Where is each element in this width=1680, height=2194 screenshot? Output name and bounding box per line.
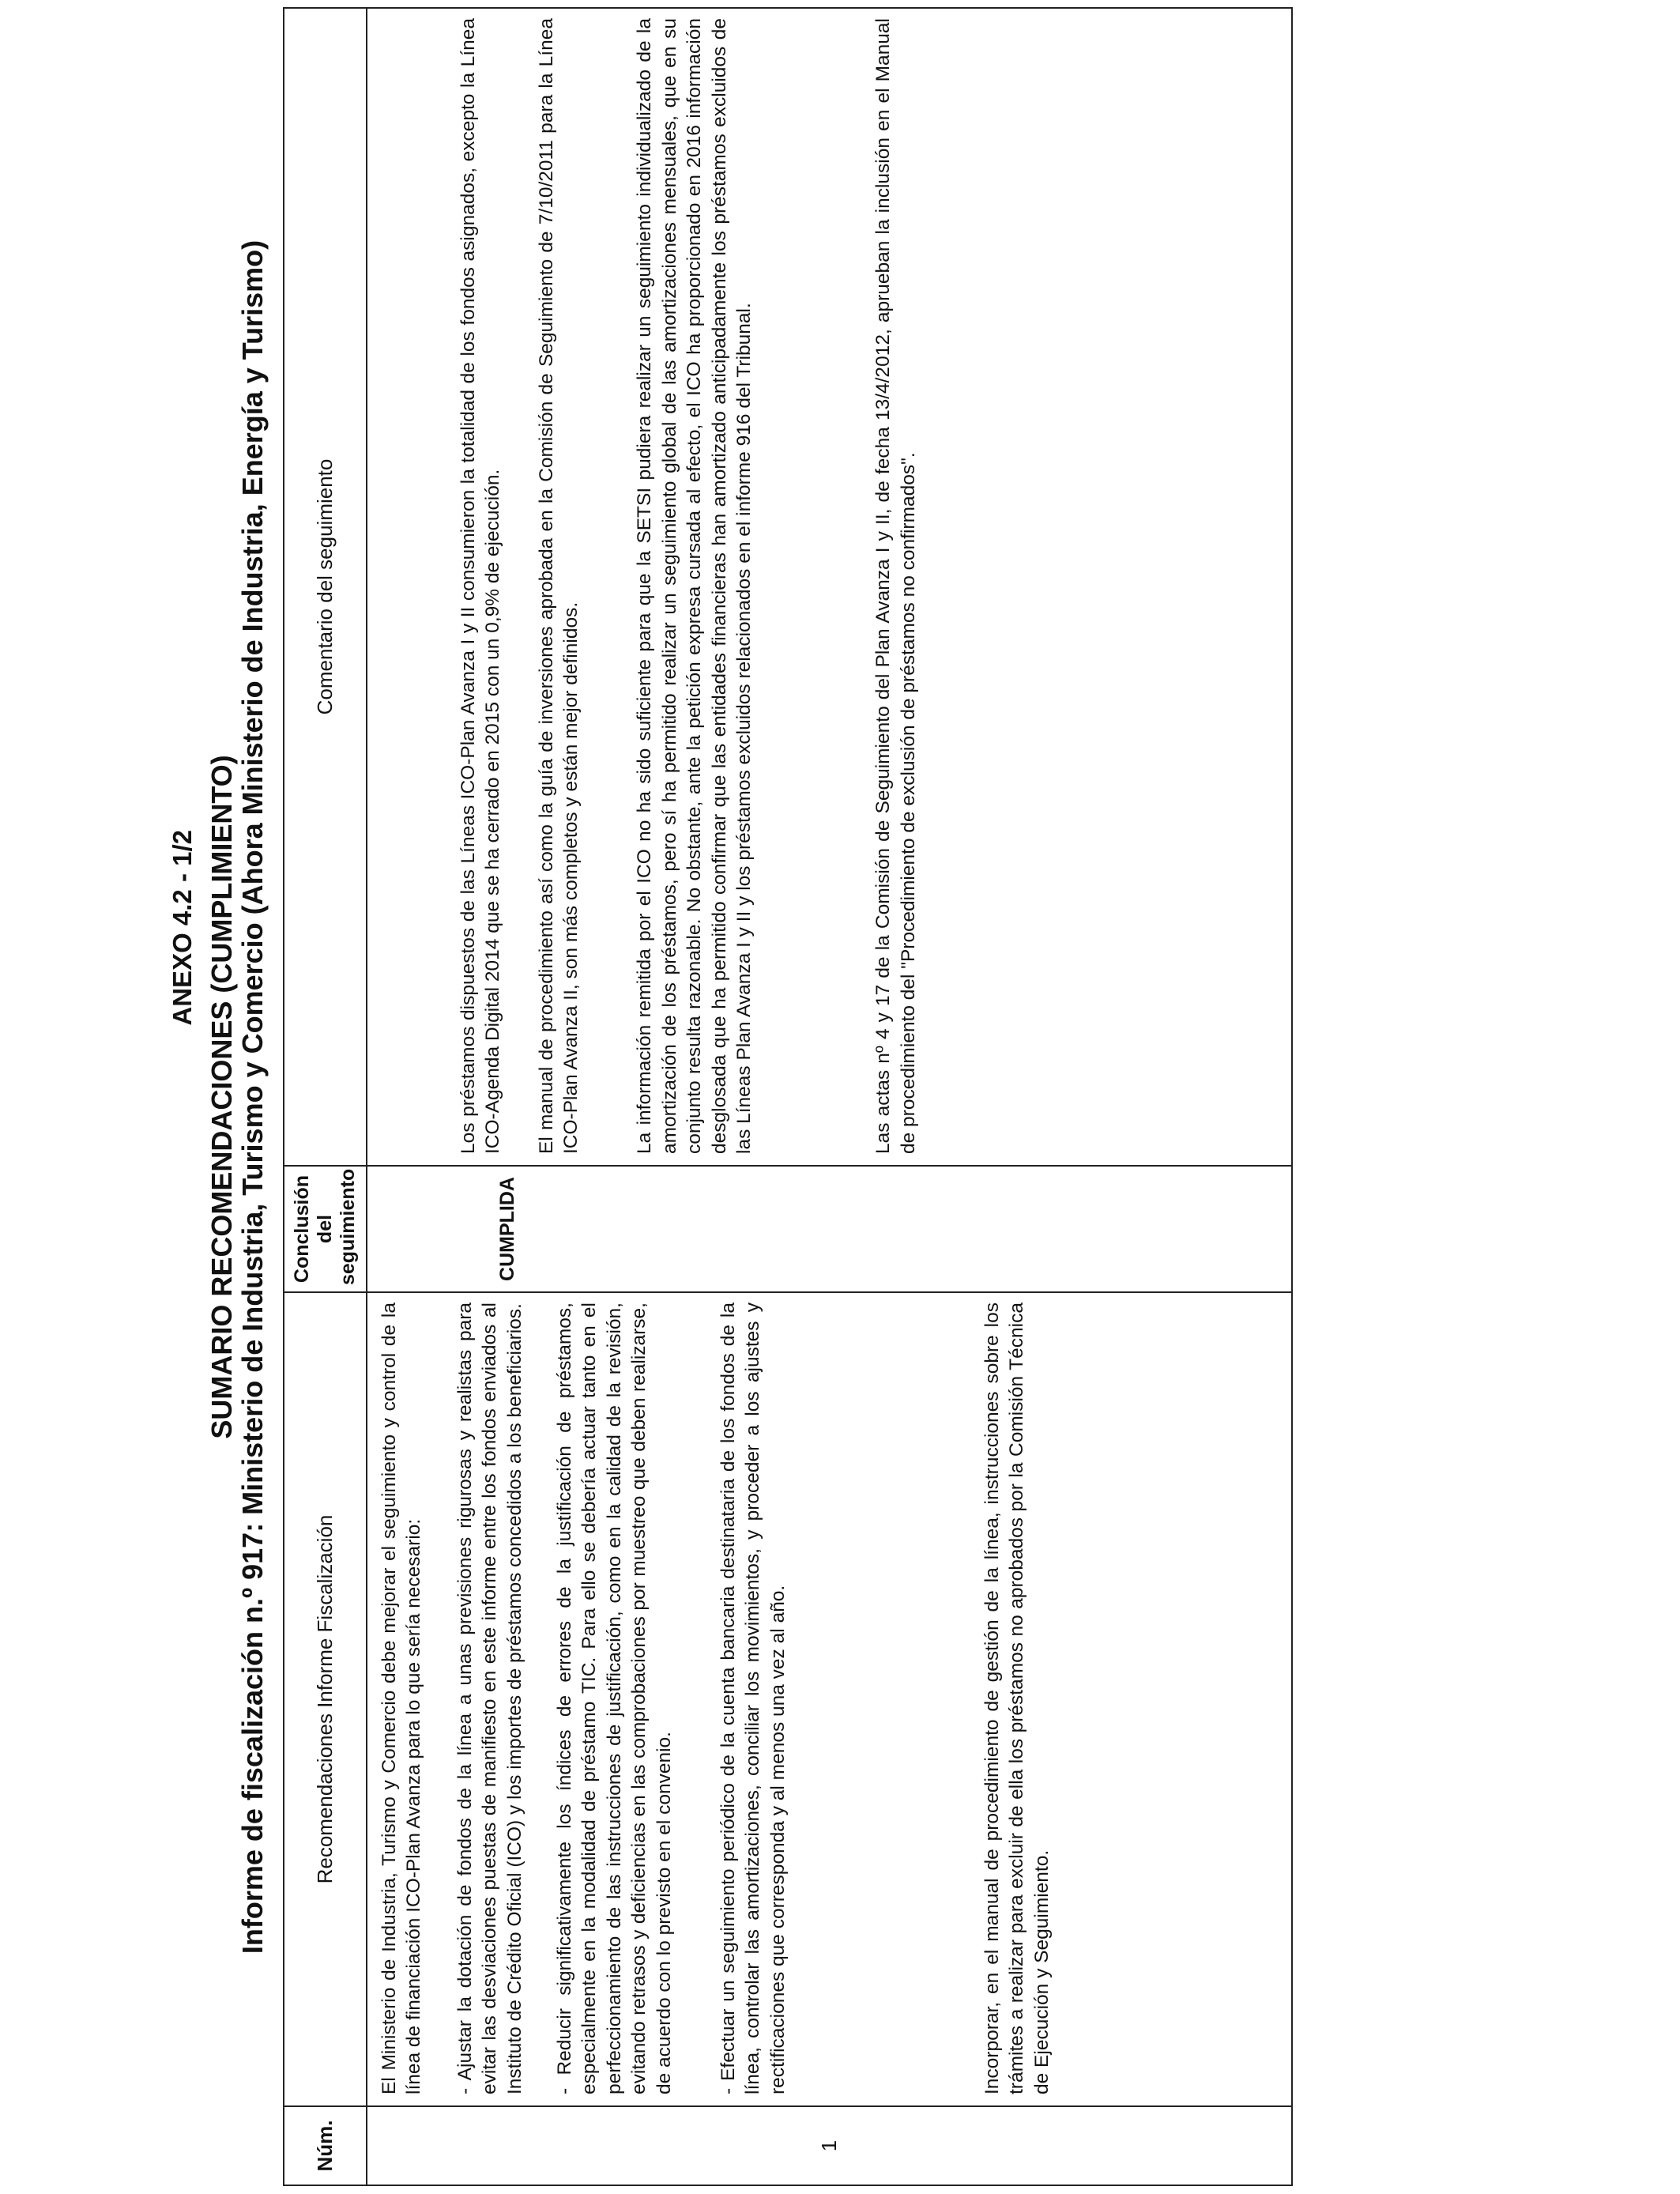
- recommendations-cell: [367, 1292, 1292, 2106]
- comment-paragraph: El manual de procedimiento así como la guía de inversiones aprobada en la Comisión de Seguimiento de 7/10/2011 para la Línea ICO-Plan Avanza II, son más completos y están mejor definidos.: [535, 18, 582, 1154]
- recommendation-item: - Efectuar un seguimiento periódico de la cuenta bancaria destinataria de los fondos de la línea, controlar las amortizaciones, conciliar los movimientos, y proceder a los ajustes y rectificaciones que corresponda y al menos una vez al año.: [717, 1302, 789, 2094]
- comment-paragraph: Los préstamos dispuestos de las Líneas ICO-Plan Avanza I y II consumieron la totalidad de los fondos asignados, excepto la Línea ICO-Agenda Digital 2014 que se ha cerrado en 2015 con un 0,9% de ejecución.: [458, 18, 504, 1154]
- page-subtitle: Informe de fiscalización n.º 917: Ministerio de Industria, Turismo y Comercio (Ahora Ministerio de Industria, Energía y Turismo): [236, 239, 269, 1955]
- header-conclusion: Conclusión del seguimiento: [284, 1166, 367, 1292]
- recommendation-intro: El Ministerio de Industria, Turismo y Comercio debe mejorar el seguimiento y control de la línea de financiación ICO-Plan Avanza para lo que sería necesario:: [379, 1302, 425, 2094]
- comments-cell: [367, 8, 1292, 1166]
- annex-label: ANEXO 4.2 - 1/2: [168, 830, 197, 1026]
- recommendation-item: Incorporar, en el manual de procedimiento de gestión de la línea, instrucciones sobre los trámites a realizar para excluir de ella los préstamos no aprobados por la Comisión Técnica de Ejecución y Seguimiento.: [981, 1302, 1053, 2094]
- comment-paragraph: La información remitida por el ICO no ha sido suficiente para que la SETSI pudiera realizar un seguimiento individualizado de la amortización de los préstamos, pero sí ha permitido realizar un seguimiento global de las amortizaciones mensuales, que en su conjunto resulta razonable. No obstante, ante la petición expresa cursada al efecto, el ICO ha proporcionado en 2016 información desglosada que ha permitido confirmar que las entidades financieras han amortizado anticipadamente los préstamos excluidos de las Líneas Plan Avanza I y II y los préstamos excluidos relacionados en el informe 916 del Tribunal.: [634, 18, 755, 1154]
- recommendation-item: - Reducir significativamente los índices de errores de la justificación de préstamos, especialmente en la modalidad de préstamo TIC. Para ello se debería actuar tanto en el perfeccionamiento de las instrucciones de justificación, como en la calidad de la revisión, evitando retrasos y deficiencias en las comprobaciones por muestreo que deben realizarse, de acuerdo con lo previsto en el convenio.: [554, 1302, 675, 2094]
- header-num: Núm.: [284, 2106, 367, 2185]
- comment-paragraph: Las actas nº 4 y 17 de la Comisión de Seguimiento del Plan Avanza I y II, de fecha 13/4/2012, aprueban la inclusión en el Manual de procedimiento del "Procedimiento de exclusión de préstamos no confirmados".: [872, 18, 919, 1154]
- header-recommendations: Recomendaciones Informe Fiscalización: [284, 1292, 367, 2106]
- row-number: 1: [367, 2106, 1292, 2185]
- recommendations-table: [283, 7, 1293, 2186]
- table-header-row: [284, 8, 367, 2185]
- table-row: [367, 8, 1292, 2185]
- conclusion-cell: [367, 1166, 1292, 1292]
- recommendation-item: - Ajustar la dotación de fondos de la línea a unas previsiones rigurosas y realistas para evitar las desviaciones puestas de manifiesto en este informe entre los fondos enviados al Instituto de Crédito Oficial (ICO) y los importes de préstamos concedidos a los beneficiarios.: [454, 1302, 525, 2094]
- page-title: SUMARIO RECOMENDACIONES (CUMPLIMIENTO): [205, 755, 238, 1439]
- status-badge: CUMPLIDA: [496, 1177, 518, 1281]
- header-comment: Comentario del seguimiento: [284, 8, 367, 1166]
